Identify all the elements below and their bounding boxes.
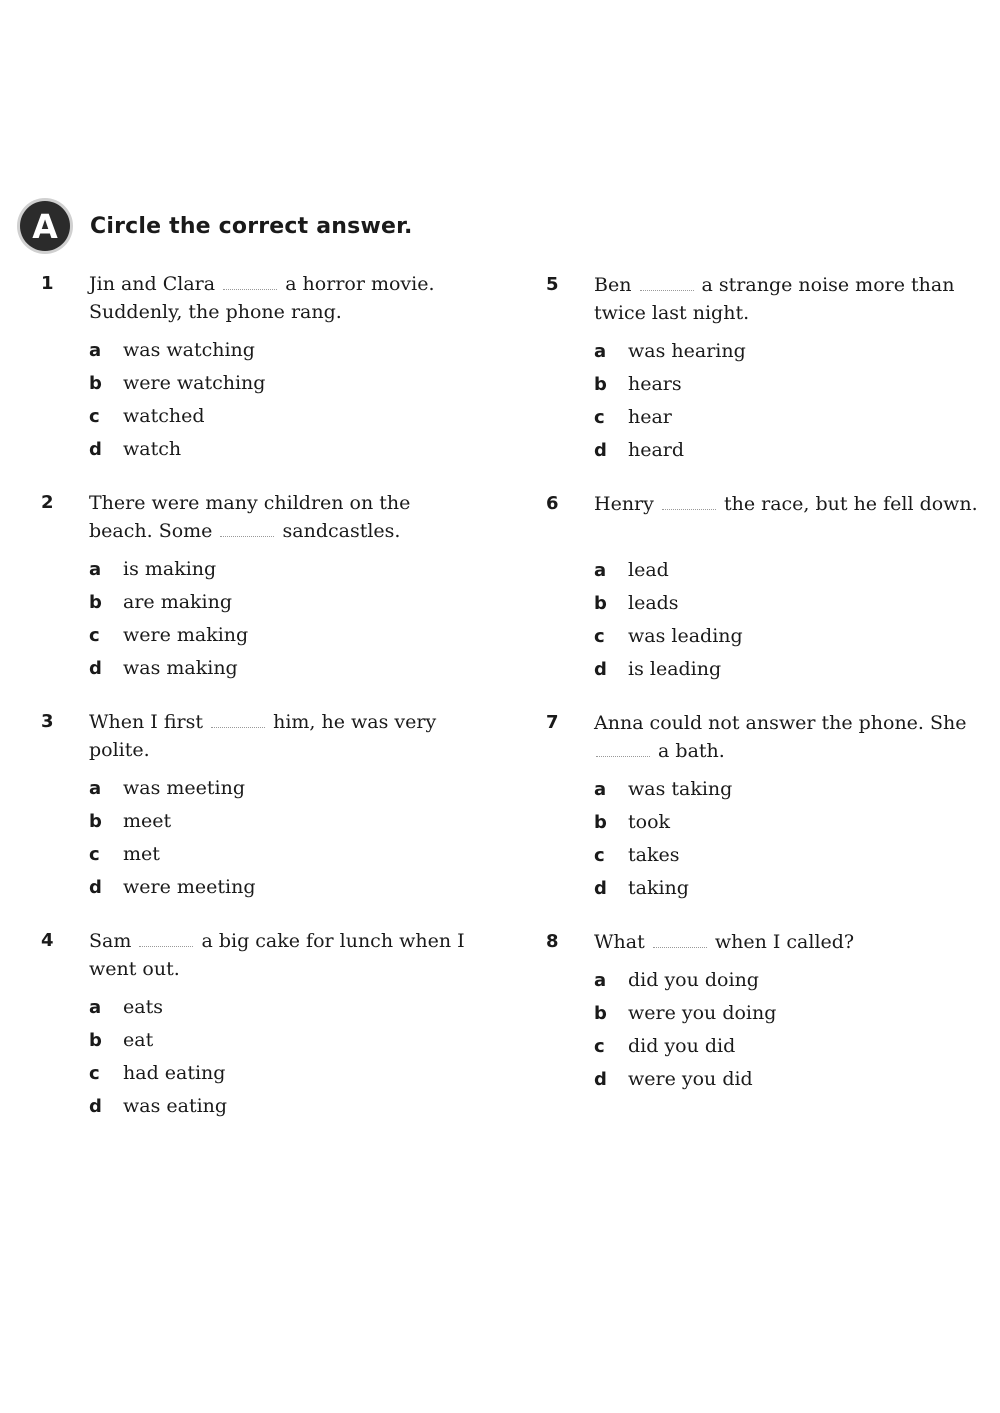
question-number: 4 bbox=[41, 930, 54, 951]
option-text: had eating bbox=[123, 1062, 226, 1084]
option-letter: d bbox=[594, 440, 607, 461]
answer-blank bbox=[139, 929, 193, 947]
answer-blank bbox=[662, 492, 716, 510]
option-letter: a bbox=[89, 778, 102, 799]
answer-blank bbox=[211, 710, 265, 728]
option-letter: d bbox=[89, 658, 102, 679]
option-letter: a bbox=[89, 340, 102, 361]
option-text: lead bbox=[628, 559, 669, 581]
option-letter: b bbox=[89, 811, 102, 832]
question-text: Sam a big cake for lunch when I went out. bbox=[89, 930, 465, 980]
option-letter: d bbox=[594, 659, 607, 680]
option-letter: b bbox=[89, 373, 102, 394]
section-header bbox=[20, 200, 413, 252]
option-letter: c bbox=[89, 406, 100, 427]
question-number: 6 bbox=[546, 493, 559, 514]
question-number: 7 bbox=[546, 712, 559, 733]
option-letter: a bbox=[89, 997, 102, 1018]
option-letter: b bbox=[594, 374, 607, 395]
question-number: 8 bbox=[546, 931, 559, 952]
answer-blank bbox=[596, 739, 650, 757]
option-text: were watching bbox=[123, 372, 266, 394]
option-letter: c bbox=[89, 844, 100, 865]
question-text: Jin and Clara a horror movie. Suddenly, the phone rang. bbox=[89, 273, 435, 323]
option-text: did you doing bbox=[628, 969, 759, 991]
option-letter: b bbox=[89, 592, 102, 613]
option-text: are making bbox=[123, 591, 233, 613]
option-text: was leading bbox=[628, 625, 743, 647]
option-letter: c bbox=[89, 625, 100, 646]
option-text: meet bbox=[123, 810, 172, 832]
option-text: eat bbox=[123, 1029, 154, 1051]
section-badge: A bbox=[20, 201, 70, 251]
answer-blank bbox=[223, 272, 277, 290]
option-text: took bbox=[628, 811, 671, 833]
option-text: taking bbox=[628, 877, 689, 899]
answer-blank bbox=[220, 519, 274, 537]
question-number: 2 bbox=[41, 492, 54, 513]
option-letter: a bbox=[89, 559, 102, 580]
question-text: When I first him, he was very polite. bbox=[89, 711, 437, 761]
question-text: Anna could not answer the phone. She a bath. bbox=[594, 712, 967, 762]
option-letter: c bbox=[594, 1036, 605, 1057]
option-letter: d bbox=[89, 439, 102, 460]
option-letter: d bbox=[594, 1069, 607, 1090]
option-letter: b bbox=[594, 812, 607, 833]
option-text: were you did bbox=[628, 1068, 753, 1090]
instruction-heading: Circle the correct answer. bbox=[90, 213, 413, 239]
option-letter: c bbox=[594, 845, 605, 866]
option-text: watched bbox=[123, 405, 205, 427]
question-text: Ben a strange noise more than twice last night. bbox=[594, 274, 955, 324]
option-text: was making bbox=[123, 657, 238, 679]
option-text: were you doing bbox=[628, 1002, 777, 1024]
option-text: were making bbox=[123, 624, 249, 646]
question-number: 5 bbox=[546, 274, 559, 295]
question-text: There were many children on the beach. Some sandcastles. bbox=[89, 492, 411, 542]
option-text: watch bbox=[123, 438, 182, 460]
option-text: was meeting bbox=[123, 777, 245, 799]
question-number: 1 bbox=[41, 273, 54, 294]
option-letter: c bbox=[594, 626, 605, 647]
option-letter: d bbox=[89, 1096, 102, 1117]
option-text: hears bbox=[628, 373, 682, 395]
option-letter: d bbox=[89, 877, 102, 898]
option-text: did you did bbox=[628, 1035, 736, 1057]
option-letter: b bbox=[594, 593, 607, 614]
option-text: eats bbox=[123, 996, 163, 1018]
option-letter: c bbox=[89, 1063, 100, 1084]
option-text: was taking bbox=[628, 778, 733, 800]
option-letter: c bbox=[594, 407, 605, 428]
option-text: leads bbox=[628, 592, 679, 614]
option-text: met bbox=[123, 843, 160, 865]
option-letter: a bbox=[594, 341, 607, 362]
option-text: were meeting bbox=[123, 876, 256, 898]
option-text: was eating bbox=[123, 1095, 228, 1117]
option-text: is making bbox=[123, 558, 217, 580]
option-text: hear bbox=[628, 406, 672, 428]
answer-blank bbox=[640, 273, 694, 291]
option-letter: a bbox=[594, 560, 607, 581]
option-letter: a bbox=[594, 970, 607, 991]
option-text: was hearing bbox=[628, 340, 746, 362]
option-text: is leading bbox=[628, 658, 722, 680]
question-number: 3 bbox=[41, 711, 54, 732]
question-text: What when I called? bbox=[594, 931, 855, 953]
option-text: heard bbox=[628, 439, 685, 461]
question-text: Henry the race, but he fell down. bbox=[594, 493, 978, 515]
option-letter: b bbox=[89, 1030, 102, 1051]
option-letter: b bbox=[594, 1003, 607, 1024]
option-text: was watching bbox=[123, 339, 255, 361]
option-text: takes bbox=[628, 844, 680, 866]
option-letter: a bbox=[594, 779, 607, 800]
answer-blank bbox=[653, 930, 707, 948]
option-letter: d bbox=[594, 878, 607, 899]
